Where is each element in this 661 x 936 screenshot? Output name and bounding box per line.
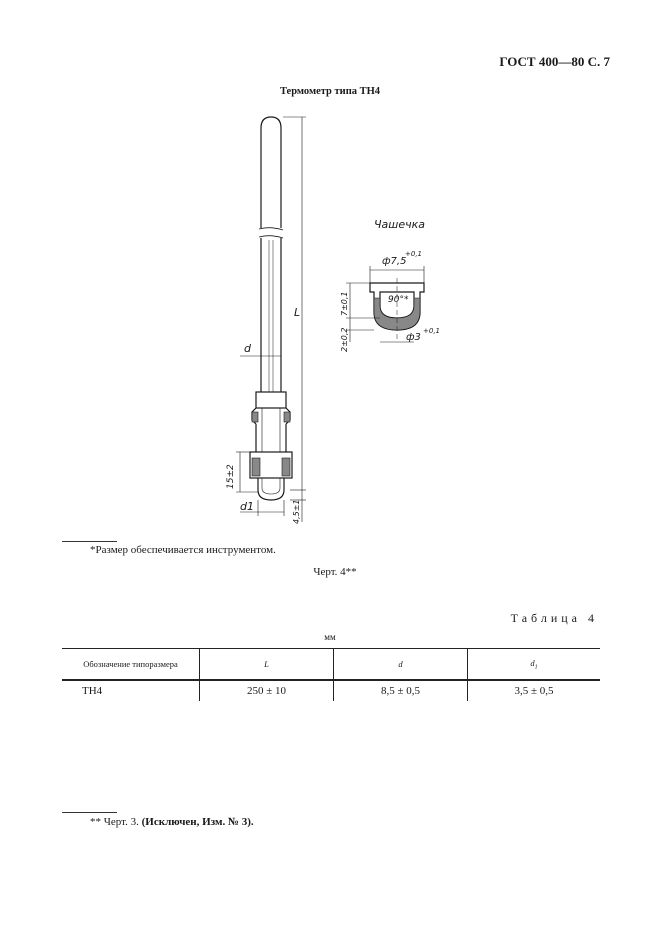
- label-phi3-tol: +0,1: [423, 327, 440, 335]
- sleeve-top: [256, 392, 286, 408]
- label-d: d: [244, 342, 251, 355]
- dimensions-table: [62, 648, 600, 701]
- header-d1: $d_1$: [468, 649, 600, 681]
- figure-title: Термометр типа ТН4: [279, 86, 381, 97]
- cell-L: 250 ± 10: [200, 680, 334, 701]
- label-45: 4,5±1: [292, 499, 301, 524]
- footnote-rule-1: [62, 541, 117, 542]
- footnote-rule-2: [62, 812, 117, 813]
- label-d1: d1: [240, 500, 254, 513]
- cell-d: 8,5 ± 0,5: [334, 680, 468, 701]
- label-2: 2±0,2: [340, 327, 349, 352]
- label-L: L: [294, 306, 301, 319]
- label-7: 7±0,1: [340, 291, 349, 316]
- header-L: L: [200, 649, 334, 681]
- cell-d1: 3,5 ± 0,5: [468, 680, 600, 701]
- table-header-row: [62, 649, 600, 681]
- page-header: ГОСТ 400—80 С. 7: [499, 54, 610, 69]
- footnote-excluded: ** Черт. 3. (Исключен, Изм. № 3).: [90, 816, 254, 828]
- table-row: [62, 680, 600, 701]
- label-phi75-tol: +0,1: [405, 250, 422, 258]
- label-phi75: ф7,5: [382, 256, 407, 267]
- cup-title: Чашечка: [374, 218, 425, 231]
- table-unit: мм: [324, 632, 336, 642]
- break-line-bottom: [259, 236, 283, 238]
- header-d: d: [334, 649, 468, 681]
- label-15: 15±2: [226, 464, 236, 489]
- label-angle: 90°*: [388, 295, 409, 305]
- header-designation: Обозначение типоразмера: [62, 649, 200, 681]
- tube-top-outline: [261, 117, 281, 228]
- footnote-instrument: *Размер обеспечивается инструментом.: [90, 544, 276, 556]
- cell-designation: ТН4: [82, 685, 103, 697]
- label-phi3: ф3: [406, 332, 421, 343]
- break-line-top: [259, 228, 283, 230]
- table-label: Таблица 4: [510, 611, 598, 625]
- figure-caption: Черт. 4**: [313, 566, 357, 578]
